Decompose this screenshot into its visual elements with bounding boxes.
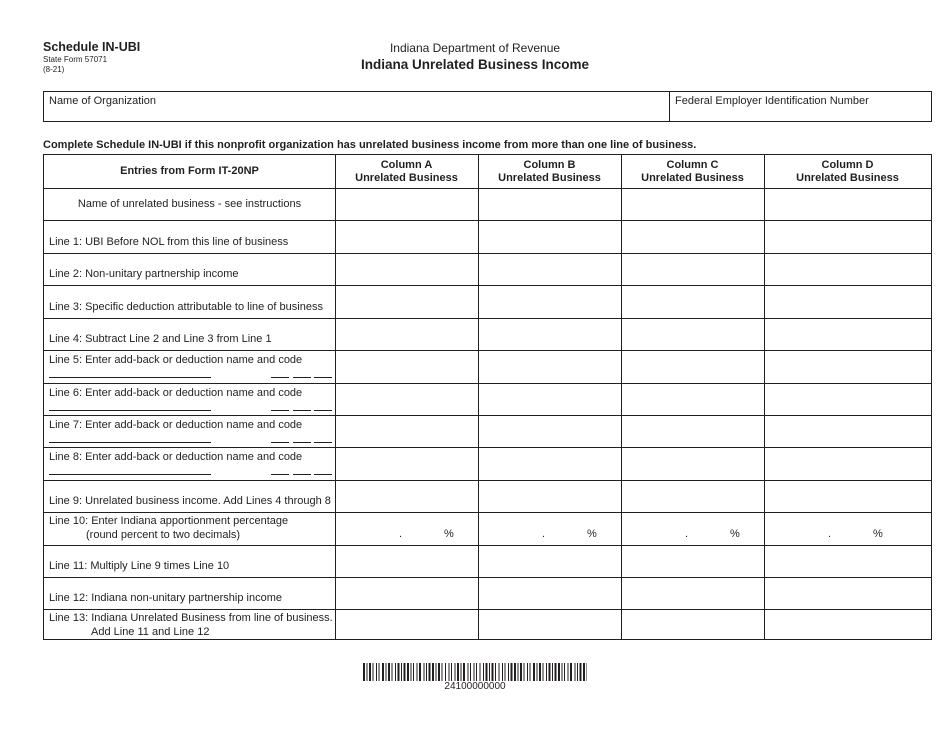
barcode-bar <box>461 663 462 681</box>
addback-name-blank[interactable] <box>49 442 211 443</box>
column-header <box>621 159 764 185</box>
entry-cell[interactable] <box>765 610 930 641</box>
row-label-text: Name of unrelated business - see instructions <box>77 198 302 210</box>
barcode-bar <box>442 663 443 681</box>
entry-cell[interactable] <box>479 221 620 253</box>
entry-cell[interactable] <box>622 189 763 220</box>
column-header <box>764 159 931 185</box>
row-label <box>49 514 288 542</box>
addback-code-blank[interactable] <box>271 377 289 378</box>
column-header-subtitle: Unrelated Business <box>641 172 744 184</box>
row-label-text: Line 1: UBI Before NOL from this line of business <box>49 236 289 248</box>
barcode-bar <box>524 663 525 681</box>
barcode-bar <box>580 663 582 681</box>
entry-cell[interactable] <box>336 546 477 577</box>
barcode-bar <box>530 663 531 681</box>
percent-decimal-point: . <box>685 528 689 540</box>
entry-cell[interactable] <box>622 351 763 383</box>
barcode-bar <box>376 663 377 681</box>
column-header-name: Column C <box>666 159 719 171</box>
barcode-bar <box>411 663 412 681</box>
barcode-bar <box>520 663 522 681</box>
addback-code-blank[interactable] <box>293 377 311 378</box>
barcode-bar <box>457 663 459 681</box>
barcode-bar <box>577 663 578 681</box>
barcode-bar <box>426 663 427 681</box>
entry-cell[interactable] <box>479 189 620 220</box>
row-label <box>49 353 302 367</box>
ubi-table <box>43 154 932 640</box>
entry-cell[interactable] <box>336 221 477 253</box>
form-revision: (8-21) <box>43 65 65 74</box>
fein-label: Federal Employer Identification Number <box>675 95 869 107</box>
state-form-number: State Form 57071 <box>43 55 108 64</box>
form-title: Indiana Unrelated Business Income <box>360 57 590 72</box>
entry-cell[interactable] <box>479 546 620 577</box>
addback-code-blank[interactable] <box>271 442 289 443</box>
barcode-bar <box>363 663 365 681</box>
row-label <box>49 418 302 432</box>
column-header <box>335 159 478 185</box>
barcode-bar <box>413 663 414 681</box>
percent-sign: % <box>587 528 597 540</box>
row-label-text: Line 13: Indiana Unrelated Business from line of business. <box>49 612 333 624</box>
barcode-bar <box>445 663 446 681</box>
barcode-bar <box>480 663 481 681</box>
row-label <box>49 611 333 639</box>
entry-cell[interactable] <box>765 286 930 318</box>
entry-cell[interactable] <box>765 481 930 512</box>
entry-cell[interactable] <box>622 481 763 512</box>
row-label-text: Line 8: Enter add-back or deduction name and code <box>49 451 303 463</box>
barcode-bar <box>539 663 541 681</box>
entry-cell[interactable] <box>622 384 763 415</box>
barcode-bar <box>583 663 585 681</box>
entry-cell[interactable] <box>622 286 763 318</box>
row-label-text: Line 11: Multiply Line 9 times Line 10 <box>49 560 230 572</box>
entry-cell[interactable] <box>622 513 763 545</box>
addback-code-blank[interactable] <box>271 410 289 411</box>
column-header <box>478 159 621 185</box>
entry-cell[interactable] <box>479 254 620 285</box>
identification-box <box>43 91 932 122</box>
entry-cell[interactable] <box>479 384 620 415</box>
barcode-bar <box>404 663 406 681</box>
barcode-bar <box>546 663 547 681</box>
row-label-text: Line 3: Specific deduction attributable to line of business <box>49 301 323 313</box>
barcode-bar <box>367 663 368 681</box>
barcode-bar <box>514 663 516 681</box>
percent-decimal-point: . <box>828 528 832 540</box>
entry-cell[interactable] <box>479 513 620 545</box>
entry-cell[interactable] <box>622 319 763 350</box>
barcode-bar <box>449 663 450 681</box>
barcode-bar <box>432 663 434 681</box>
row-label-text: Line 6: Enter add-back or deduction name and code <box>49 387 303 399</box>
row-label-text: Line 4: Subtract Line 2 and Line 3 from Line 1 <box>49 333 272 345</box>
row-label-continuation: Add Line 11 and Line 12 <box>91 626 210 638</box>
barcode <box>363 663 587 681</box>
barcode-bar <box>587 663 588 681</box>
barcode-bar <box>417 663 418 681</box>
entry-cell[interactable] <box>765 416 930 447</box>
barcode-bar <box>392 663 393 681</box>
row-label <box>49 386 302 400</box>
percent-sign: % <box>444 528 454 540</box>
barcode-bar <box>429 663 431 681</box>
entry-cell[interactable] <box>336 448 477 480</box>
entry-cell[interactable] <box>479 481 620 512</box>
entry-cell[interactable] <box>479 286 620 318</box>
barcode-bar <box>564 663 565 681</box>
barcode-bar <box>451 663 452 681</box>
row-label-text: Line 5: Enter add-back or deduction name and code <box>49 354 303 366</box>
row-label <box>44 197 335 211</box>
barcode-bar <box>575 663 576 681</box>
barcode-bar <box>382 663 384 681</box>
entry-cell[interactable] <box>765 546 930 577</box>
row-label-text: Line 7: Enter add-back or deduction name and code <box>49 419 303 431</box>
addback-code-blank[interactable] <box>293 474 311 475</box>
entry-cell[interactable] <box>622 578 763 609</box>
entry-cell[interactable] <box>336 254 477 285</box>
barcode-bar <box>463 663 465 681</box>
barcode-bar <box>552 663 553 681</box>
department-name: Indiana Department of Revenue <box>389 41 561 55</box>
addback-name-blank[interactable] <box>49 377 211 378</box>
instruction-text: Complete Schedule IN-UBI if this nonprofit organization has unrelated business income from more than one line of business. <box>43 139 697 151</box>
barcode-bar <box>438 663 440 681</box>
barcode-bar <box>495 663 496 681</box>
addback-code-blank[interactable] <box>314 377 332 378</box>
addback-code-blank[interactable] <box>271 474 289 475</box>
row-label <box>49 450 302 464</box>
row-label <box>49 494 331 508</box>
barcode-bar <box>474 663 475 681</box>
entry-cell[interactable] <box>765 578 930 609</box>
entry-cell[interactable] <box>336 286 477 318</box>
barcode-bar <box>508 663 509 681</box>
barcode-bar <box>395 663 396 681</box>
barcode-number: 24100000000 <box>444 681 506 692</box>
organization-name-label: Name of Organization <box>49 95 156 107</box>
barcode-bar <box>505 663 506 681</box>
barcode-bar <box>470 663 471 681</box>
addback-code-blank[interactable] <box>314 410 332 411</box>
entry-cell[interactable] <box>622 221 763 253</box>
barcode-bar <box>570 663 572 681</box>
barcode-bar <box>379 663 380 681</box>
addback-name-blank[interactable] <box>49 410 211 411</box>
entry-cell[interactable] <box>336 481 477 512</box>
barcode-bar <box>502 663 503 681</box>
barcode-bar <box>489 663 490 681</box>
row-label-text: Line 2: Non-unitary partnership income <box>49 268 239 280</box>
row-label <box>49 332 272 346</box>
barcode-bar <box>499 663 500 681</box>
barcode-bar <box>483 663 484 681</box>
barcode-bar <box>486 663 488 681</box>
entries-header: Entries from Form IT-20NP <box>120 165 259 177</box>
barcode-bar <box>492 663 494 681</box>
addback-code-blank[interactable] <box>314 442 332 443</box>
percent-decimal-point: . <box>542 528 546 540</box>
barcode-bar <box>527 663 528 681</box>
entry-cell[interactable] <box>765 384 930 415</box>
entry-cell[interactable] <box>765 448 930 480</box>
row-label <box>49 235 288 249</box>
barcode-bar <box>373 663 374 681</box>
row-label-text: Line 10: Enter Indiana apportionment percentage <box>49 515 289 527</box>
row-label <box>49 591 282 605</box>
entry-cell[interactable] <box>479 610 620 641</box>
barcode-bar <box>424 663 425 681</box>
barcode-bar <box>518 663 519 681</box>
entry-cell[interactable] <box>336 189 477 220</box>
entry-cell[interactable] <box>479 416 620 447</box>
column-header-subtitle: Unrelated Business <box>355 172 458 184</box>
entry-cell[interactable] <box>336 513 477 545</box>
barcode-bar <box>436 663 437 681</box>
row-label <box>49 300 323 314</box>
entry-cell[interactable] <box>622 546 763 577</box>
barcode-bar <box>562 663 563 681</box>
entry-cell[interactable] <box>622 610 763 641</box>
entry-cell[interactable] <box>765 254 930 285</box>
percent-decimal-point: . <box>399 528 403 540</box>
entry-cell[interactable] <box>479 448 620 480</box>
addback-code-blank[interactable] <box>293 442 311 443</box>
barcode-bar <box>511 663 513 681</box>
addback-code-blank[interactable] <box>293 410 311 411</box>
addback-code-blank[interactable] <box>314 474 332 475</box>
percent-sign: % <box>730 528 740 540</box>
entry-cell[interactable] <box>765 351 930 383</box>
entry-cell[interactable] <box>765 513 930 545</box>
row-label-text: Line 9: Unrelated business income. Add Lines 4 through 8 <box>49 495 331 507</box>
row-label <box>49 267 239 281</box>
entry-cell[interactable] <box>765 319 930 350</box>
row-label-continuation: (round percent to two decimals) <box>86 529 241 541</box>
entry-cell[interactable] <box>765 189 930 220</box>
schedule-title: Schedule IN-UBI <box>43 40 141 54</box>
barcode-bar <box>388 663 390 681</box>
column-header-name: Column D <box>821 159 874 171</box>
entry-cell[interactable] <box>336 578 477 609</box>
barcode-bar <box>558 663 560 681</box>
entry-cell[interactable] <box>765 221 930 253</box>
entry-cell[interactable] <box>622 448 763 480</box>
entry-cell[interactable] <box>479 319 620 350</box>
id-box-divider <box>669 92 670 121</box>
column-header-subtitle: Unrelated Business <box>796 172 899 184</box>
barcode-bar <box>555 663 557 681</box>
addback-name-blank[interactable] <box>49 474 211 475</box>
barcode-bar <box>549 663 551 681</box>
barcode-bar <box>568 663 569 681</box>
column-header-subtitle: Unrelated Business <box>498 172 601 184</box>
barcode-bar <box>386 663 387 681</box>
percent-sign: % <box>873 528 883 540</box>
entry-cell[interactable] <box>336 384 477 415</box>
barcode-bar <box>476 663 477 681</box>
barcode-bar <box>369 663 371 681</box>
barcode-bar <box>407 663 409 681</box>
entry-cell[interactable] <box>622 254 763 285</box>
barcode-bar <box>468 663 469 681</box>
entry-cell[interactable] <box>479 578 620 609</box>
barcode-bar <box>533 663 535 681</box>
barcode-bar <box>537 663 538 681</box>
row-label <box>49 559 229 573</box>
entry-cell[interactable] <box>336 416 477 447</box>
barcode-bar <box>543 663 544 681</box>
entry-cell[interactable] <box>479 351 620 383</box>
barcode-bar <box>398 663 400 681</box>
entry-cell[interactable] <box>336 319 477 350</box>
column-header-name: Column B <box>523 159 576 171</box>
entry-cell[interactable] <box>622 416 763 447</box>
barcode-bar <box>419 663 421 681</box>
barcode-bar <box>401 663 402 681</box>
column-header-name: Column A <box>380 159 433 171</box>
row-label-text: Line 12: Indiana non-unitary partnership income <box>49 592 282 604</box>
entry-cell[interactable] <box>336 351 477 383</box>
barcode-bar <box>455 663 456 681</box>
entry-cell[interactable] <box>336 610 477 641</box>
